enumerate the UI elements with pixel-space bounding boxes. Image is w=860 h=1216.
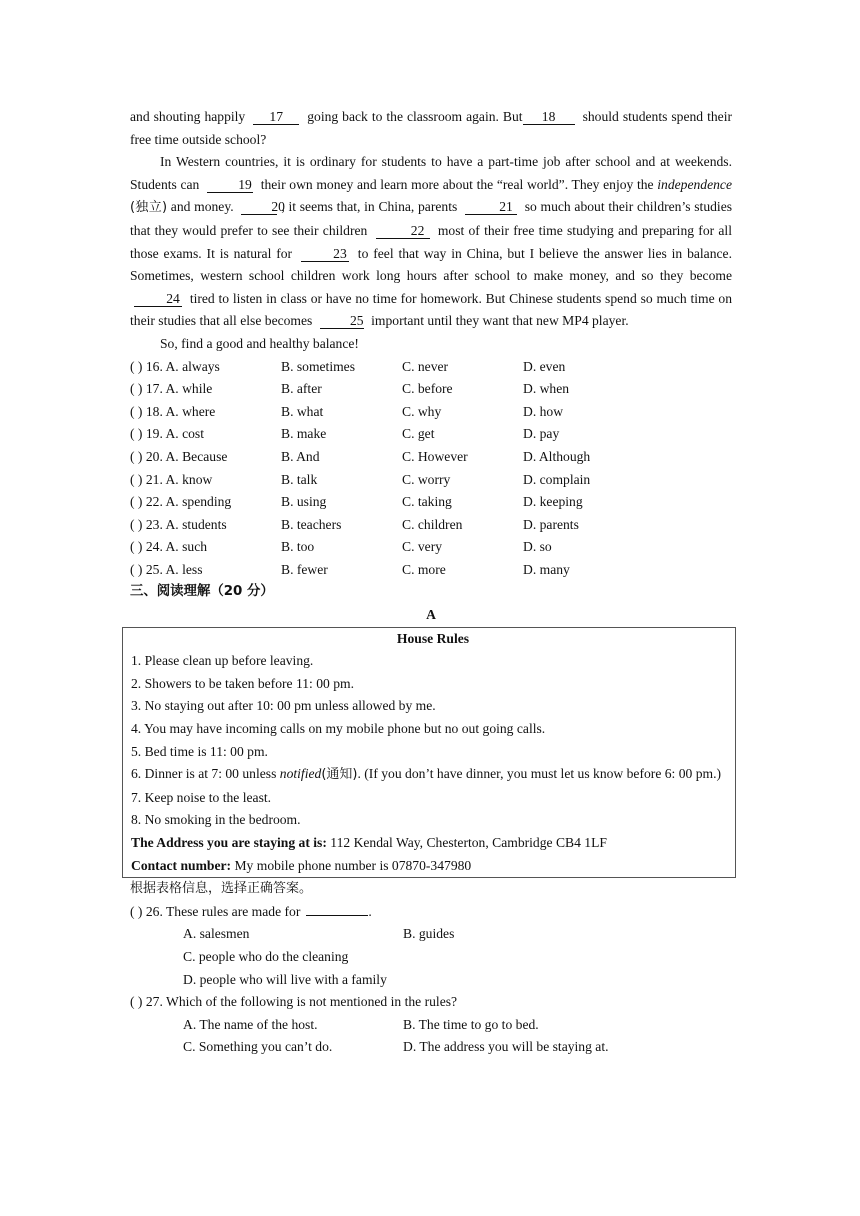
option-c: C. Something you can’t do. [183,1039,333,1055]
option-c: C. get [402,426,435,442]
blank-18: 18 [523,109,575,125]
question-number-option-a: ( ) 23. A. students [130,516,227,532]
house-rules-box [122,627,736,879]
option-row [130,559,732,582]
passage-text: and money. [170,199,234,215]
document-page [130,106,732,1059]
option-b: B. talk [281,471,318,487]
passage-paragraph-3: So, find a good and healthy balance! [160,335,359,351]
option-b: B. The time to go to bed. [403,1016,539,1032]
glossed-word: independence [657,176,732,192]
option-c: C. very [402,539,443,555]
question-number-option-a: ( ) 24. A. such [130,539,208,555]
chinese-gloss: (独立) [130,200,168,216]
option-row [130,401,732,424]
options-table [130,356,732,582]
blank-24: 24 [134,291,182,307]
option-c: C. However [402,448,468,464]
option-row [130,536,732,559]
passage-text: to feel that way in China, but I believe the answer lies in balance. Sometimes, western school children work long hours after school to make money, and so they become [130,245,732,284]
option-c: C. why [402,403,442,419]
question-number-option-a: ( ) 17. A. while [130,381,213,397]
option-c: C. before [402,381,453,397]
instruction-text: 根据表格信息，选择正确答案。 [130,881,313,897]
option-c: C. people who do the cleaning [183,948,349,964]
rule-item: 1. Please clean up before leaving. [131,653,314,669]
option-d: D. pay [523,426,560,442]
option-d: D. many [523,561,570,577]
passage-paragraph-2 [130,151,732,333]
option-row [130,446,732,469]
option-row [130,378,732,401]
rule-item: 2. Showers to be taken before 11: 00 pm. [131,675,354,691]
option-b: B. after [281,381,322,397]
question-number-option-a: ( ) 16. A. always [130,358,220,374]
option-row [130,356,732,379]
passage-text: tired to listen in class or have no time for homework. But Chinese students spend so much time on their studies that all else becomes [130,290,733,329]
question-number-option-a: ( ) 18. A. where [130,403,216,419]
option-b: B. teachers [281,516,342,532]
question-number-option-a: ( ) 20. A. Because [130,448,228,464]
rule-item: 4. You may have incoming calls on my mobile phone but no out going calls. [131,721,546,737]
option-c: C. never [402,358,449,374]
option-c: C. children [402,516,463,532]
option-d: D. even [523,358,566,374]
section-heading: 三、阅读理解（20 分） [130,584,274,600]
rules-title: House Rules [396,630,470,646]
rule-item: 6. Dinner is at 7: 00 unless notified(通知). (If you don’t have dinner, you must let us know before 6: 00 pm.) [131,766,722,783]
passage-label: A [426,607,436,623]
option-d: D. people who will live with a family [183,971,387,987]
question-26-stem: ( ) 26. These rules are made for . [130,903,372,919]
option-b: B. sometimes [281,358,356,374]
blank-17: 17 [253,109,299,125]
option-c: C. worry [402,471,451,487]
blank-19: 19 [207,177,253,193]
passage-text: so much about their children’s studies that they would prefer to see their children [130,199,733,238]
question-number-option-a: ( ) 25. A. less [130,561,203,577]
rule-item: 8. No smoking in the bedroom. [131,812,301,828]
option-d: D. so [523,539,552,555]
option-row [130,423,732,446]
option-d: D. how [523,403,564,419]
option-b: B. using [281,494,327,510]
option-b: B. make [281,426,327,442]
option-d: D. when [523,381,570,397]
option-d: D. complain [523,471,591,487]
blank-22: 22 [376,223,430,239]
option-b: B. fewer [281,561,328,577]
option-a: A. salesmen [183,926,250,942]
option-d: D. The address you will be staying at. [403,1039,609,1055]
question-26-options [130,923,732,991]
passage-paragraph-1 [130,106,732,151]
blank-21: 21 [465,199,517,215]
passage-text: and shouting happily [130,109,246,124]
option-row [130,491,732,514]
passage-text: , it seems that, in China, parents [281,199,458,215]
passage-text: important until they want that new MP4 player. [371,313,629,329]
rule-item: 3. No staying out after 10: 00 pm unless allowed by me. [131,698,436,714]
answer-blank [306,903,368,916]
option-c: C. more [402,561,446,577]
passage-text: going back to the classroom again. But [307,109,523,124]
blank-20: 20 [241,199,277,215]
option-a: A. The name of the host. [183,1016,318,1032]
question-27-stem: ( ) 27. Which of the following is not mentioned in the rules? [130,994,458,1010]
passage-text: should students spend their free time outside school? [130,109,732,147]
rule-item: 7. Keep noise to the least. [131,789,272,805]
option-b: B. guides [403,926,455,942]
blank-25: 25 [320,313,364,329]
passage-text: most of their free time studying and preparing for all those exams. It is natural for [130,222,732,261]
option-c: C. taking [402,494,452,510]
option-d: D. parents [523,516,579,532]
passage-text: In Western countries, it is ordinary for students to have a part-time job after school and at weekends. Students can [130,154,732,192]
address-line: The Address you are staying at is: 112 Kendal Way, Chesterton, Cambridge CB4 1LF [131,835,607,850]
option-b: B. too [281,539,315,555]
option-b: B. what [281,403,324,419]
question-number-option-a: ( ) 19. A. cost [130,426,205,442]
question-number-option-a: ( ) 21. A. know [130,471,213,487]
option-row [130,514,732,537]
question-number-option-a: ( ) 22. A. spending [130,494,232,510]
option-b: B. And [281,448,320,464]
contact-line: Contact number: My mobile phone number is 07870-347980 [131,857,472,873]
option-d: D. keeping [523,494,583,510]
blank-23: 23 [301,246,349,262]
option-d: D. Although [523,448,591,464]
rule-item: 5. Bed time is 11: 00 pm. [131,743,268,759]
question-27-options [130,1014,732,1059]
option-row [130,469,732,492]
passage-text: their own money and learn more about the “real world”. They enjoy the [260,176,654,192]
